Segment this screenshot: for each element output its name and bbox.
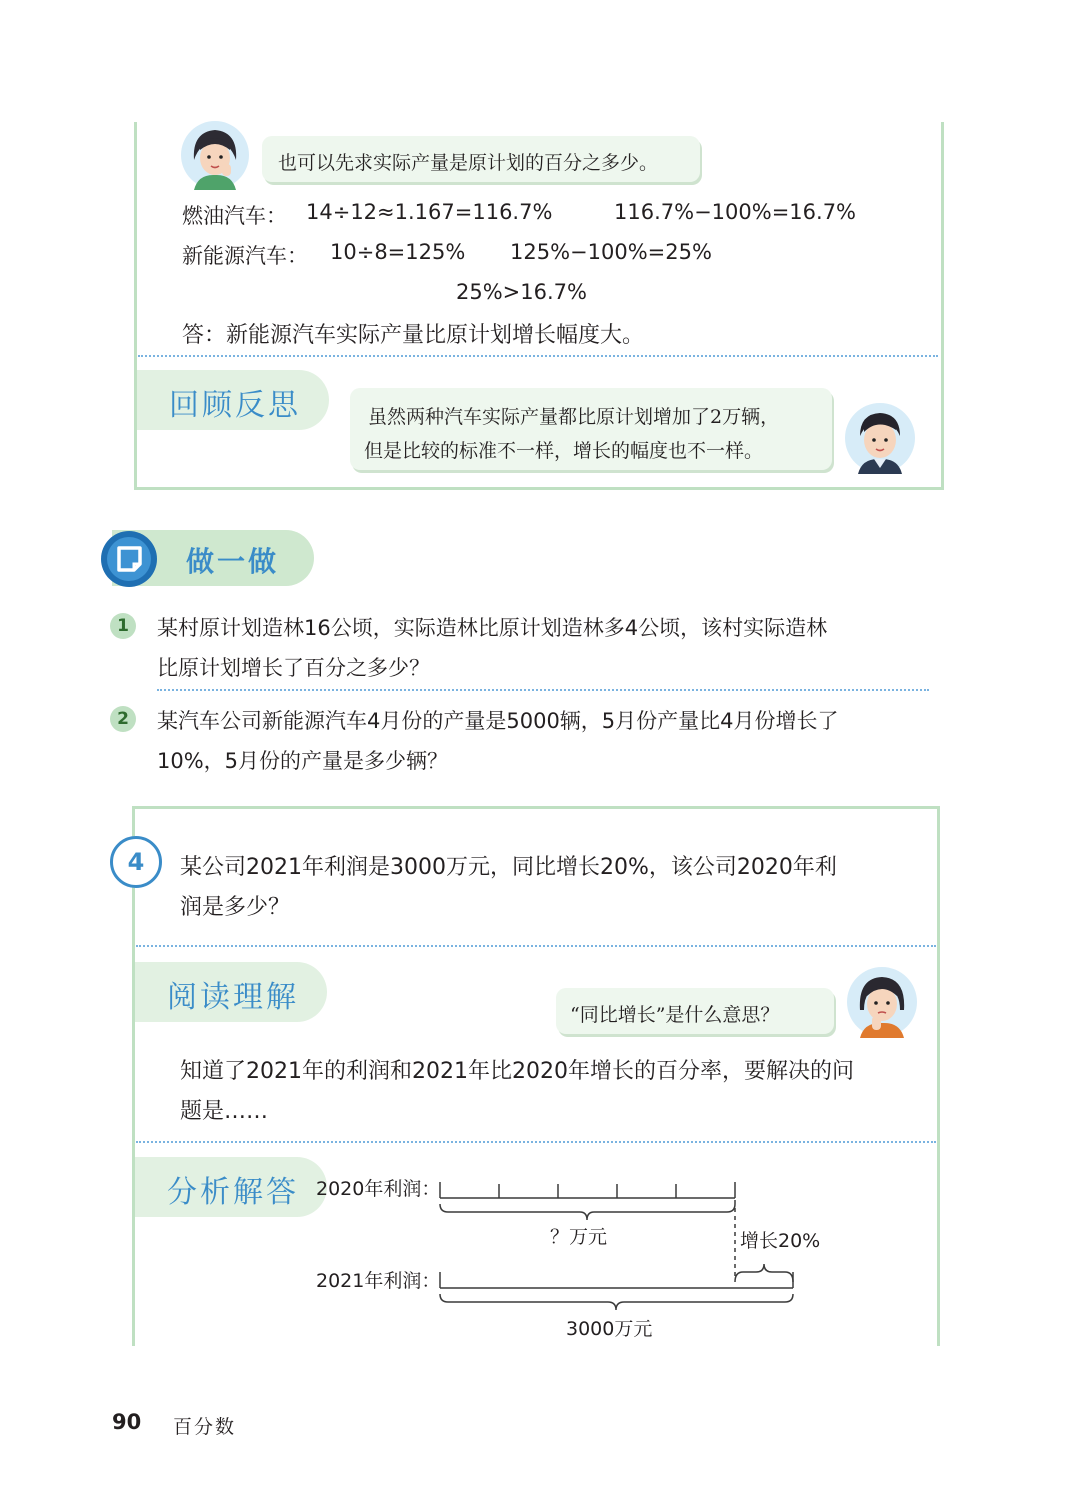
practice-title: 做一做	[186, 545, 280, 578]
girl-avatar-icon	[180, 120, 250, 190]
label-2020-profit: 2020年利润：	[316, 1178, 441, 1200]
review-tag	[137, 370, 329, 430]
read-line2: 题是……	[180, 1099, 269, 1124]
fuel-calc-increase: 116.7%−100%=16.7%	[614, 200, 857, 224]
read-tag-label: 阅读理解	[167, 980, 299, 1015]
page-number: 90	[112, 1410, 142, 1434]
review-tag-label: 回顾反思	[169, 388, 301, 423]
divider	[138, 355, 938, 357]
question-1-line2: 比原计划增长了百分之多少？	[157, 656, 430, 680]
ev-label: 新能源汽车：	[182, 244, 308, 268]
divider	[157, 689, 929, 691]
comparison: 25%>16.7%	[456, 280, 587, 304]
fuel-label: 燃油汽车：	[182, 204, 287, 228]
ev-calc-ratio: 10÷8=125%	[330, 240, 466, 264]
read-tag	[135, 962, 327, 1022]
label-unknown-amount: ？万元	[550, 1226, 608, 1248]
boy-avatar-icon	[844, 402, 916, 474]
label-growth-rate: 增长20%	[740, 1230, 821, 1252]
label-total-amount: 3000万元	[566, 1318, 653, 1340]
girl-speech-text: 也可以先求实际产量是原计划的百分之多少。	[278, 152, 659, 174]
boy-speech-bubble	[350, 388, 832, 470]
fuel-calc-ratio: 14÷12≈1.167=116.7%	[306, 200, 553, 224]
answer-text: 答：新能源汽车实际产量比原计划增长幅度大。	[182, 323, 645, 348]
boy-speech-line2: 但是比较的标准不一样，增长的幅度也不一样。	[364, 440, 764, 462]
question-2-line1: 某汽车公司新能源汽车4月份的产量是5000辆，5月份产量比4月份增长了	[157, 709, 839, 733]
label-2021-profit: 2021年利润：	[316, 1270, 441, 1292]
girl-speech-bubble	[262, 136, 700, 182]
chapter-name: 百分数	[173, 1416, 237, 1438]
read-line1: 知道了2021年的利润和2021年比2020年增长的百分率，要解决的问	[180, 1059, 854, 1084]
solve-tag-label: 分析解答	[167, 1175, 299, 1210]
thinking-girl-avatar-icon	[846, 966, 918, 1038]
read-speech-text: “同比增长”是什么意思？	[570, 1004, 780, 1026]
question-1-number: 1	[110, 613, 136, 639]
read-speech-bubble	[556, 988, 834, 1034]
question-2-number: 2	[110, 706, 136, 732]
ev-calc-increase: 125%−100%=25%	[510, 240, 712, 264]
divider	[136, 1141, 936, 1143]
example-4-badge	[110, 836, 162, 888]
practice-icon	[100, 530, 158, 588]
boy-speech-line1: 虽然两种汽车实际产量都比原计划增加了2万辆，	[368, 406, 780, 428]
divider	[136, 945, 936, 947]
question-1-line1: 某村原计划造林16公顷，实际造林比原计划造林多4公顷，该村实际造林	[157, 616, 828, 640]
solve-tag	[135, 1157, 327, 1217]
segment-diagram	[300, 1160, 860, 1350]
example-4-line2: 润是多少？	[180, 895, 291, 920]
question-2-line2: 10%，5月份的产量是多少辆？	[157, 749, 449, 773]
example-4-number: 4	[127, 848, 145, 876]
example-4-line1: 某公司2021年利润是3000万元，同比增长20%，该公司2020年利	[180, 855, 837, 880]
